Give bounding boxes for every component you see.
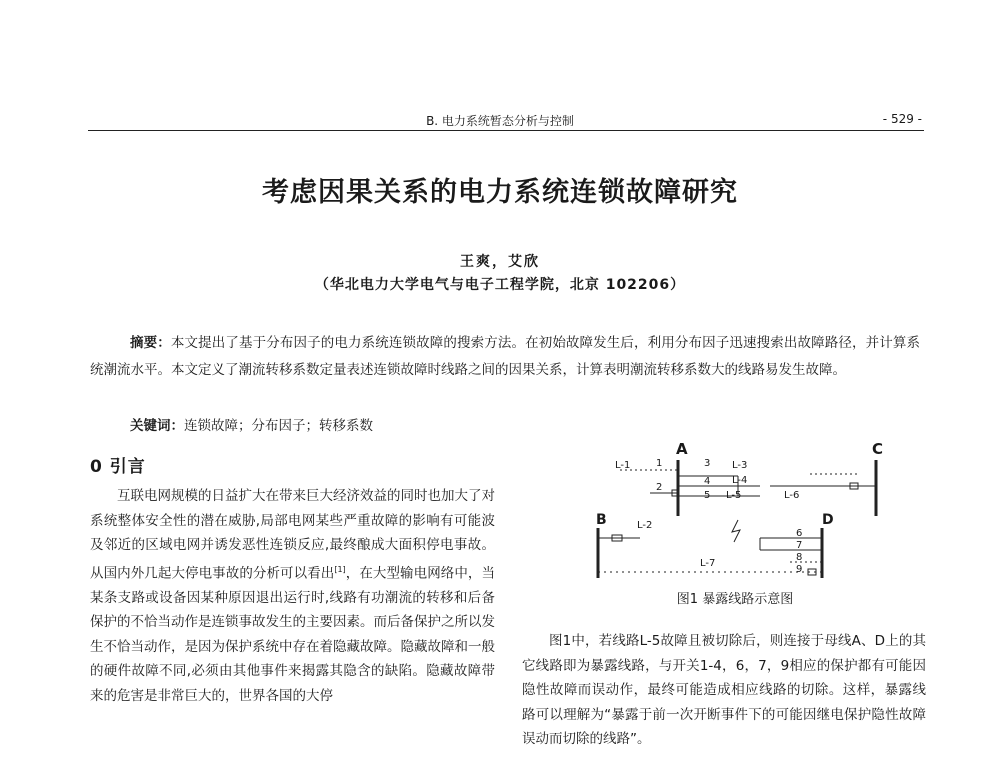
section-heading: 0 引言 — [90, 457, 146, 477]
switch-label-1: 1 — [656, 458, 663, 469]
body-right-column: 图1中，若线路L-5故障且被切除后，则连接于母线A、D上的其它线路即为暴露线路，与开关1-4，6，7，9相应的保护都有可能因隐性故障而误动作，最终可能造成相应线路的切除。这样，暴露线路可以理解为“暴露于前一次开断事件下的可能因继电保护隐性故障误动而切除的线路”。 — [522, 633, 926, 747]
affiliation: （华北电力大学电气与电子工程学院，北京 102206） — [314, 277, 686, 293]
body-left-column — [90, 484, 495, 708]
keywords-text: 连锁故障；分布因子；转移系数 — [184, 418, 373, 434]
switch-label-8: 8 — [796, 552, 803, 563]
switch-label-7: 7 — [796, 540, 803, 551]
abstract-text: 本文提出了基于分布因子的电力系统连锁故障的搜索方法。在初始故障发生后，利用分布因子迅速搜索出故障路径，并计算系统潮流水平。本文定义了潮流转移系数定量表述连锁故障时线路之间的因果关系，计算表明潮流转移系数大的线路易发生故障。 — [90, 335, 921, 378]
line-label-l3: L-3 — [732, 460, 748, 471]
switch-label-2: 2 — [656, 482, 663, 493]
line-label-l6: L-6 — [784, 490, 800, 501]
keywords-label: 关键词： — [130, 418, 184, 434]
body-left-text-1: 互联电网规模的日益扩大在带来巨大经济效益的同时也加大了对系统整体安全性的潜在威胁,局部电网某些严重故障的影响有可能波及邻近的区域电网并诱发恶性连锁反应,最终酿成大面积停电事故。从国内外几起大停电事故的分析可以看出 — [90, 488, 495, 581]
header-rule — [88, 130, 924, 131]
line-label-l1: L-1 — [615, 460, 631, 471]
bus-label-a: A — [676, 440, 688, 458]
switch-label-5: 5 — [704, 490, 711, 501]
bus-label-c: C — [872, 440, 884, 458]
citation-ref: [1] — [334, 564, 346, 574]
paper-title: 考虑因果关系的电力系统连锁故障研究 — [262, 177, 738, 208]
abstract-label: 摘要： — [130, 335, 171, 351]
keywords — [130, 414, 373, 434]
bus-label-b: B — [596, 512, 607, 528]
line-label-l4: L-4 — [732, 475, 748, 486]
line-label-l5: L-5 — [726, 490, 742, 501]
switch-label-6: 6 — [796, 528, 803, 539]
switch-label-9: 9 — [796, 564, 803, 575]
authors: 王爽，艾欣 — [460, 254, 540, 270]
running-header: B. 电力系统暂态分析与控制 — [426, 114, 574, 128]
figure-caption: 图1 暴露线路示意图 — [676, 592, 794, 607]
line-label-l7: L-7 — [700, 558, 716, 569]
switch-label-3: 3 — [704, 458, 711, 469]
figure-diagram — [560, 438, 920, 583]
bus-label-d: D — [822, 512, 834, 528]
line-label-l2: L-2 — [637, 520, 653, 531]
switch-label-4: 4 — [704, 476, 711, 487]
page-number: - 529 - — [882, 112, 922, 126]
body-left-text-2: ，在大型输电网络中，当某条支路或设备因某种原因退出运行时,线路有功潮流的转移和后备保护的不恰当动作是连锁事故发生的主要因素。而后备保护之所以发生不恰当动作，是因为保护系统中存在着隐藏故障。隐藏故障和一般的硬件故障不同,必须由其他事件来揭露其隐含的缺陷。隐藏故障带来的危害是非常巨大的，世界各国的大停 — [90, 565, 496, 704]
abstract — [90, 330, 920, 384]
